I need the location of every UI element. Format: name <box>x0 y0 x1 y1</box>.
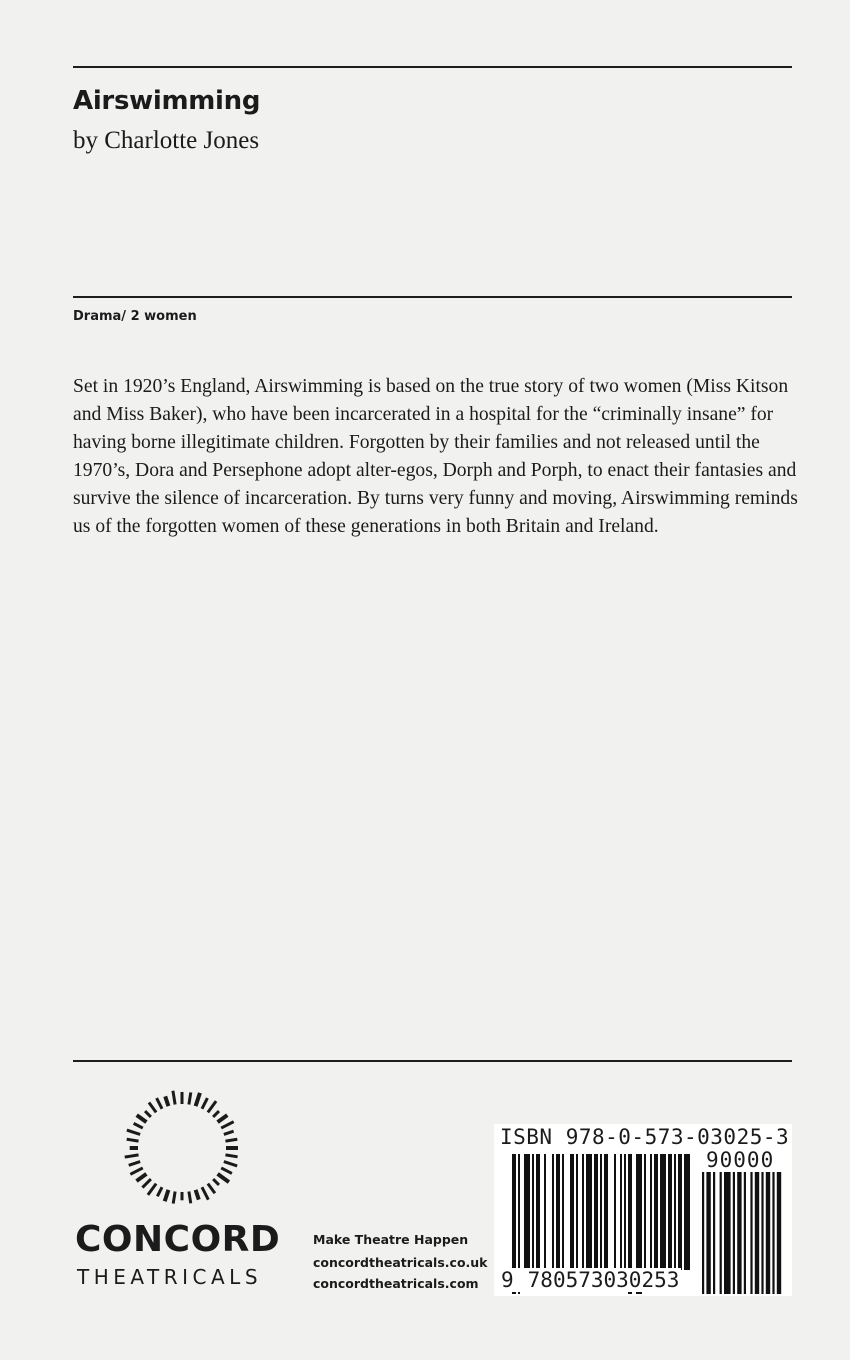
barcode-bar <box>674 1154 676 1270</box>
barcode-left-digits: 780573 <box>527 1268 604 1292</box>
barcode-bar <box>576 1154 578 1270</box>
logo-ray <box>218 1174 229 1182</box>
logo-ray <box>225 1139 237 1141</box>
barcode-price-addon: 90000 <box>706 1148 775 1172</box>
logo-ray <box>225 1155 237 1157</box>
barcode-bar <box>684 1154 690 1270</box>
publisher-name: CONCORD <box>75 1219 281 1260</box>
logo-ray <box>125 1155 139 1157</box>
barcode-bar <box>562 1154 564 1270</box>
logo-ray <box>136 1174 146 1181</box>
barcode-bar <box>524 1154 530 1270</box>
logo-ray <box>129 1162 140 1166</box>
logo-ray <box>148 1184 156 1195</box>
logo-ray <box>165 1096 168 1106</box>
logo-ray <box>221 1122 233 1128</box>
logo-ray <box>149 1102 156 1112</box>
barcode-bar <box>614 1154 616 1270</box>
barcode-first-digit: 9 <box>501 1268 514 1292</box>
logo-ray <box>165 1190 169 1201</box>
barcode-addon-bar <box>777 1172 781 1294</box>
publisher-tagline: Make Theatre Happen <box>313 1232 469 1247</box>
logo-ray <box>127 1130 140 1134</box>
isbn-label: ISBN 978-0-573-03025-3 <box>500 1125 790 1149</box>
barcode-bar <box>624 1154 626 1270</box>
logo-ray <box>145 1111 151 1117</box>
logo-ray <box>134 1123 143 1128</box>
barcode-bar <box>532 1154 534 1270</box>
barcode-bar <box>594 1154 598 1270</box>
logo-ray <box>224 1162 237 1166</box>
barcode-bar <box>544 1154 546 1270</box>
logo-ray <box>202 1098 207 1109</box>
barcode-bar <box>552 1154 554 1270</box>
logo-ray <box>224 1131 234 1134</box>
barcode-bar <box>678 1154 682 1270</box>
barcode-bar <box>668 1154 672 1270</box>
barcode-addon-bar <box>761 1172 763 1294</box>
logo-ray <box>196 1093 200 1106</box>
barcode-bar <box>556 1154 560 1270</box>
logo-ray <box>127 1139 139 1141</box>
barcode-addon-bar <box>766 1172 770 1294</box>
logo-ray <box>202 1187 208 1199</box>
publisher-url-com[interactable]: concordtheatricals.com <box>313 1276 479 1291</box>
logo-ray <box>208 1101 216 1112</box>
book-title: Airswimming <box>73 86 261 116</box>
barcode-addon-bar <box>702 1172 704 1294</box>
publisher-url-uk[interactable]: concordtheatricals.co.uk <box>313 1255 488 1270</box>
barcode-addon-bar <box>720 1172 722 1294</box>
book-author: by Charlotte Jones <box>73 127 260 154</box>
barcode-bar <box>536 1154 540 1270</box>
barcode-addon-bar <box>755 1172 759 1294</box>
barcode-bar <box>650 1154 652 1270</box>
logo-ray <box>189 1092 191 1104</box>
barcode-addon-bar <box>772 1172 774 1294</box>
logo-ray <box>221 1168 232 1173</box>
top-rule <box>73 66 792 68</box>
logo-ray <box>213 1111 219 1117</box>
barcode-bar <box>660 1154 666 1270</box>
logo-ray <box>196 1190 199 1200</box>
barcode-number <box>499 1268 681 1292</box>
logo-ray <box>173 1091 175 1105</box>
logo-ray <box>189 1191 191 1203</box>
barcode-bar <box>570 1154 574 1270</box>
logo-ray <box>218 1115 228 1122</box>
barcode-addon-bar <box>724 1172 731 1294</box>
barcode-addon-bar <box>733 1172 735 1294</box>
logo-ray <box>130 1168 142 1174</box>
barcode-addon-bar <box>744 1172 746 1294</box>
book-blurb: Set in 1920’s England, Airswimming is based on the true story of two women (Miss Kitson and Miss Baker), who have been incarcerated in a hospital for the “criminally insane” for having borne illegitimate children. Forgotten by their families and not released until the 1970’s, Dora and Persephone adopt alter-egos, Dorph and Porph, to enact their fantasies and survive the silence of incarceration. By turns very funny and moving, Airswimming reminds us of the forgotten women of these generations in both Britain and Ireland. <box>73 376 798 537</box>
logo-ray <box>157 1098 162 1109</box>
barcode-bar <box>600 1154 602 1270</box>
circular-sunburst-logo-icon <box>120 1086 244 1210</box>
logo-ray <box>137 1115 147 1122</box>
barcode-bar <box>604 1154 608 1270</box>
publisher-subname: THEATRICALS <box>77 1265 263 1289</box>
logo-ray <box>213 1179 219 1185</box>
footer-rule <box>73 1060 792 1062</box>
logo-ray <box>208 1184 215 1194</box>
barcode-bar <box>586 1154 592 1270</box>
barcode-addon-bar <box>750 1172 752 1294</box>
genre-rule <box>73 296 792 298</box>
logo-ray <box>157 1187 162 1196</box>
barcode-bar <box>582 1154 584 1270</box>
barcode-addon-bar <box>706 1172 710 1294</box>
barcode-bar <box>620 1154 622 1270</box>
barcode-bar <box>644 1154 646 1270</box>
logo-ray <box>142 1179 150 1187</box>
barcode-right-digits: 030253 <box>603 1268 680 1292</box>
barcode-addon-bar <box>713 1172 715 1294</box>
logo-ray <box>173 1191 175 1203</box>
barcode-bar <box>654 1154 658 1270</box>
barcode-addon-bar <box>737 1172 741 1294</box>
genre-label: Drama/ 2 women <box>73 309 197 324</box>
